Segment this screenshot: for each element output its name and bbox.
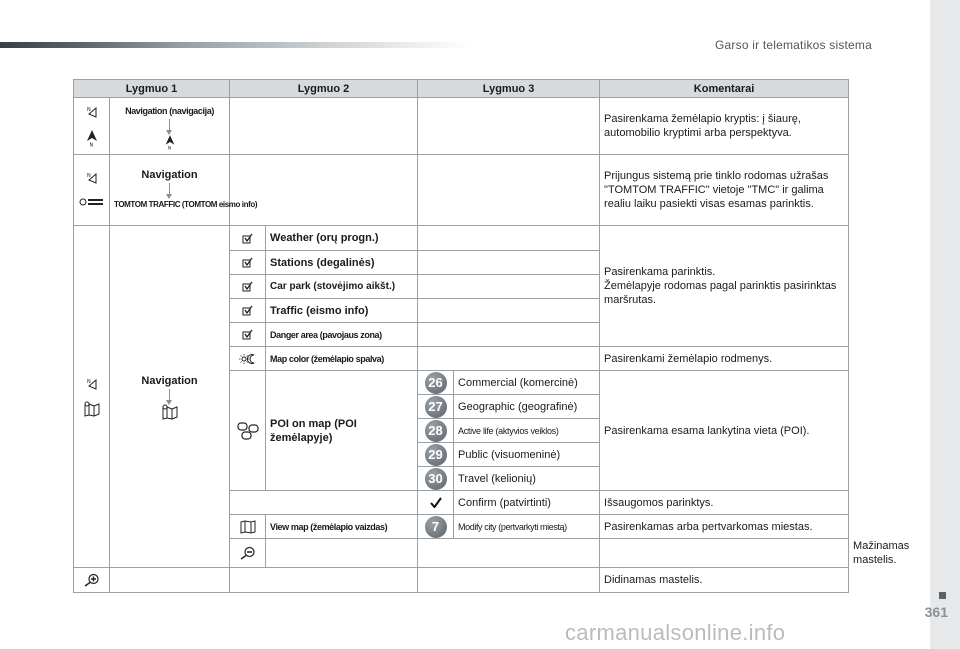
view-map-option[interactable]: View map (žemėlapio vaizdas) (266, 515, 418, 539)
table-header-row (74, 80, 849, 98)
comment-cell: Pasirenkama parinktis. Žemėlapyje rodomas pagal parinktis pasirinktas maršrutas. (600, 226, 849, 347)
level2-cell (110, 155, 258, 226)
comment-cell: Pasirenkami žemėlapio rodmenys. (600, 347, 849, 371)
navigation-menu-label: Navigation (navigacija) (125, 106, 214, 116)
comment-cell: Išsaugomos parinktys. (600, 491, 849, 515)
down-arrow-icon (169, 389, 170, 403)
step-badge: 29 (425, 444, 447, 466)
page-marker (939, 592, 946, 599)
level1-cell (74, 98, 110, 155)
checkbox-icon (242, 232, 253, 244)
svg-text:N: N (86, 378, 91, 385)
comment-cell: Pasirenkamas arba pertvarkomas miestas. (600, 515, 849, 539)
comment-cell: Didinamas mastelis. (600, 568, 849, 593)
level1-cell (74, 155, 110, 226)
confirm-button[interactable]: Confirm (patvirtinti) (454, 491, 600, 515)
step-badge: 27 (425, 396, 447, 418)
sun-moon-icon (239, 353, 257, 365)
navigation-arrow-icon (74, 105, 109, 119)
navigation-label: Navigation (141, 169, 198, 181)
map-color-option[interactable]: Map color (žemėlapio spalva) (266, 347, 418, 371)
checkbox-icon (242, 257, 253, 269)
svg-text:N: N (89, 142, 93, 148)
navigation-arrow-icon (74, 171, 109, 185)
svg-text:N: N (86, 173, 91, 180)
poi-geographic[interactable]: Geographic (geografinė) (454, 395, 600, 419)
level2-cell (110, 226, 230, 568)
col-header-level1: Lygmuo 1 (74, 80, 230, 98)
table-row (74, 98, 849, 155)
table-row (74, 226, 849, 251)
tomtom-traffic-label: TOMTOM TRAFFIC (TOMTOM eismo info) (114, 200, 258, 209)
north-arrow-icon (114, 134, 225, 150)
option-weather[interactable]: Weather (orų progn.) (266, 226, 418, 251)
checkmark-icon (430, 497, 442, 509)
comment-cell: Prijungus sistemą prie tinklo rodomas užrašas "TOMTOM TRAFFIC" vietoje "TMC" ir galima realiu laiku pasiekti visas esamas parinktis. (600, 155, 849, 226)
poi-icon (237, 424, 259, 436)
option-stations[interactable]: Stations (degalinės) (266, 251, 418, 275)
map-icon (240, 520, 256, 532)
watermark: carmanualsonline.info (565, 620, 786, 645)
poi-commercial[interactable]: Commercial (komercinė) (454, 371, 600, 395)
menu-table (73, 79, 910, 593)
step-badge: 26 (425, 372, 447, 394)
col-header-comments: Komentarai (600, 80, 849, 98)
poi-on-map-option[interactable]: POI on map (POI žemėlapyje) (266, 371, 418, 491)
step-badge: 7 (425, 516, 447, 538)
table-row: Mažinamas mastelis. (74, 539, 849, 568)
comment-cell: Pasirenkama žemėlapio kryptis: į šiaurę, automobilio kryptimi arba perspektyva. (600, 98, 849, 155)
north-arrow-icon (74, 129, 109, 147)
page-number: 361 (924, 604, 948, 620)
poi-active-life[interactable]: Active life (aktyvios veiklos) (454, 419, 600, 443)
down-arrow-icon (169, 119, 170, 133)
navigation-label: Navigation (141, 374, 198, 387)
svg-text:N: N (86, 107, 91, 114)
table-row (74, 568, 849, 593)
section-title: Garso ir telematikos sistema (715, 38, 872, 52)
level1-cell (74, 226, 110, 568)
option-icon-cell (230, 226, 266, 251)
checkbox-icon (242, 305, 253, 317)
poi-public[interactable]: Public (visuomeninė) (454, 443, 600, 467)
table-row (74, 155, 849, 226)
map-settings-icon (74, 401, 109, 417)
tomtom-logo-icon (74, 195, 109, 209)
map-settings-icon (114, 404, 225, 420)
svg-text:N: N (167, 146, 171, 150)
col-header-level3: Lygmuo 3 (418, 80, 600, 98)
option-car-park[interactable]: Car park (stovėjimo aikšt.) (266, 275, 418, 299)
checkbox-icon (242, 329, 253, 341)
side-band (930, 0, 960, 649)
checkbox-icon (242, 281, 253, 293)
navigation-arrow-icon (74, 376, 109, 390)
step-badge: 30 (425, 468, 447, 490)
option-danger-area[interactable]: Danger area (pavojaus zona) (266, 323, 418, 347)
col-header-level2: Lygmuo 2 (230, 80, 418, 98)
header-gradient-bar (0, 42, 470, 48)
modify-city-option[interactable]: Modify city (pertvarkyti miestą) (454, 515, 600, 539)
step-badge: 28 (425, 420, 447, 442)
zoom-in-icon[interactable] (84, 574, 100, 586)
zoom-out-icon[interactable] (240, 547, 256, 559)
option-traffic[interactable]: Traffic (eismo info) (266, 299, 418, 323)
level2-cell (110, 98, 230, 155)
poi-travel[interactable]: Travel (kelionių) (454, 467, 600, 491)
comment-cell: Pasirenkama esama lankytina vieta (POI). (600, 371, 849, 491)
down-arrow-icon (169, 183, 170, 197)
